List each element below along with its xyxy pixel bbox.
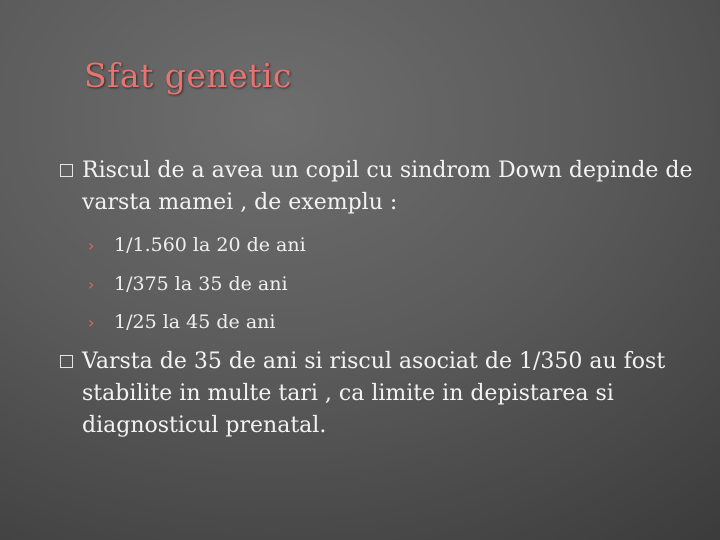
sub-bullet-text: 1/375 la 35 de ani bbox=[114, 273, 288, 295]
bullet-item bbox=[60, 346, 700, 442]
slide-title: Sfat genetic bbox=[84, 56, 292, 95]
chevron-right-icon: › bbox=[88, 236, 95, 255]
bullet-text: Riscul de a avea un copil cu sindrom Down depinde de varsta mamei , de exemplu : bbox=[82, 158, 693, 215]
sub-bullet-item bbox=[88, 270, 288, 299]
sub-bullet-text: 1/25 la 45 de ani bbox=[114, 311, 276, 333]
bullet-item bbox=[60, 155, 700, 219]
chevron-right-icon: › bbox=[88, 313, 95, 332]
sub-bullet-item bbox=[88, 231, 306, 260]
bullet-text: Varsta de 35 de ani si riscul asociat de 1/350 au fost stabilite in multe tari , ca limite in depistarea si diagnosticul prenatal. bbox=[82, 349, 666, 438]
square-bullet-icon bbox=[60, 355, 73, 368]
sub-bullet-item bbox=[88, 308, 275, 337]
sub-bullet-text: 1/1.560 la 20 de ani bbox=[114, 234, 306, 256]
square-bullet-icon bbox=[60, 164, 73, 177]
chevron-right-icon: › bbox=[88, 275, 95, 294]
